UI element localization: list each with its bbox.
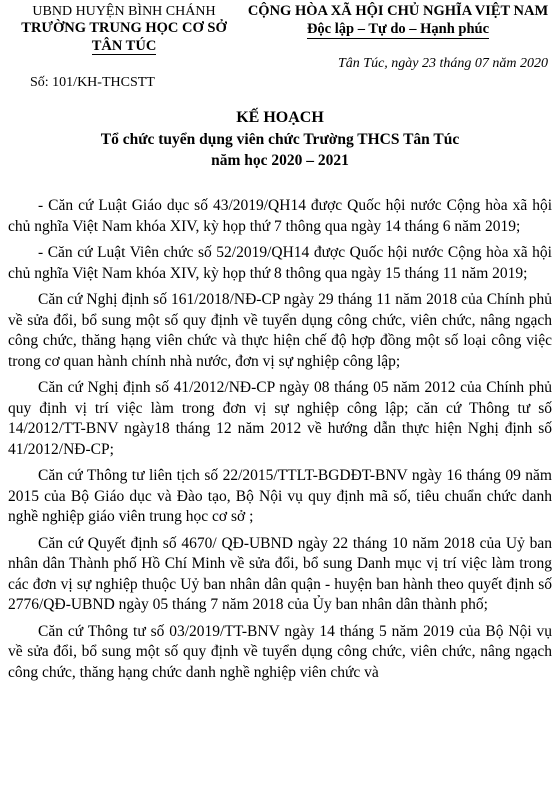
document-date: Tân Túc, ngày 23 tháng 07 năm 2020 <box>338 56 548 71</box>
paragraph: Căn cứ Nghị định số 161/2018/NĐ-CP ngày 29 tháng 11 năm 2018 của Chính phủ về sửa đổi, bổ sung một số quy định về tuyển dụng công chức, viên chức, nâng ngạch công chức, thăng hạng viên chức và thực hiện chế độ hợp đồng một số loại công việc trong cơ quan hành chính nhà nước, đơn vị sự nghiệp công lập; <box>8 291 552 370</box>
document-title <box>0 107 560 171</box>
org-parent: UBND HUYỆN BÌNH CHÁNH <box>32 4 216 19</box>
document-number: Số: 101/KH-THCSTT <box>30 75 155 90</box>
paragraph: Căn cứ Quyết định số 4670/ QĐ-UBND ngày 22 tháng 10 năm 2018 của Uỷ ban nhân dân Thành phố Hồ Chí Minh về sửa đổi, bổ sung Danh mục vị trí việc làm trong các đơn vị sự nghiệp thuộc Uỷ ban nhân dân quận - huyện ban hành theo quyết định số 2776/QĐ-UBND ngày 05 tháng 7 năm 2018 của Ủy ban nhân dân thành phố; <box>8 534 552 613</box>
paragraph: Căn cứ Thông tư liên tịch số 22/2015/TTLT-BGDĐT-BNV ngày 16 tháng 09 năm 2015 của Bộ Giáo dục và Đào tạo, Bộ Nội vụ quy định mã số, tiêu chuẩn chức danh nghề nghiệp giáo viên trung học cơ sở ; <box>8 467 552 525</box>
title-line-1: KẾ HOẠCH <box>236 109 324 126</box>
national-header <box>236 3 560 39</box>
nation-name: CỘNG HÒA XÃ HỘI CHỦ NGHĨA VIỆT NAM <box>247 3 549 19</box>
paragraph: - Căn cứ Luật Giáo dục số 43/2019/QH14 được Quốc hội nước Cộng hòa xã hội chủ nghĩa Việt Nam khóa XIV, kỳ họp thứ 7 thông qua ngày 14 tháng 6 năm 2019; <box>8 197 552 235</box>
paragraph: Căn cứ Nghị định số 41/2012/NĐ-CP ngày 08 tháng 05 năm 2012 của Chính phủ quy định vị trí việc làm trong đơn vị sự nghiệp công lập; căn cứ Thông tư số 14/2012/TT-BNV ngày18 tháng 12 năm 2012 về hướng dẫn thực hiện Nghị định số 41/2012/NĐ-CP; <box>8 379 552 458</box>
title-line-3: năm học 2020 – 2021 <box>211 152 349 169</box>
org-name: TRƯỜNG TRUNG HỌC CƠ SỞ <box>21 20 227 36</box>
issuing-organization <box>8 3 240 55</box>
title-line-2: Tổ chức tuyển dụng viên chức Trường THCS Tân Túc <box>100 131 460 148</box>
paragraph: Căn cứ Thông tư số 03/2019/TT-BNV ngày 14 tháng 5 năm 2019 của Bộ Nội vụ về sửa đổi, bổ sung một số quy định về tuyển dụng công chức, viên chức, nâng ngạch công chức, thăng hạng chức danh nghề nghiệp viên chức và <box>8 622 552 681</box>
paragraph: - Căn cứ Luật Viên chức số 52/2019/QH14 được Quốc hội nước Cộng hòa xã hội chủ nghĩa Việt Nam khóa XIV, kỳ họp thứ 8 thông qua ngày 15 tháng 11 năm 2019; <box>8 244 552 282</box>
national-motto: Độc lập – Tự do – Hạnh phúc <box>306 21 490 37</box>
document-body <box>8 196 552 689</box>
org-name-2: TÂN TÚC <box>91 38 157 54</box>
